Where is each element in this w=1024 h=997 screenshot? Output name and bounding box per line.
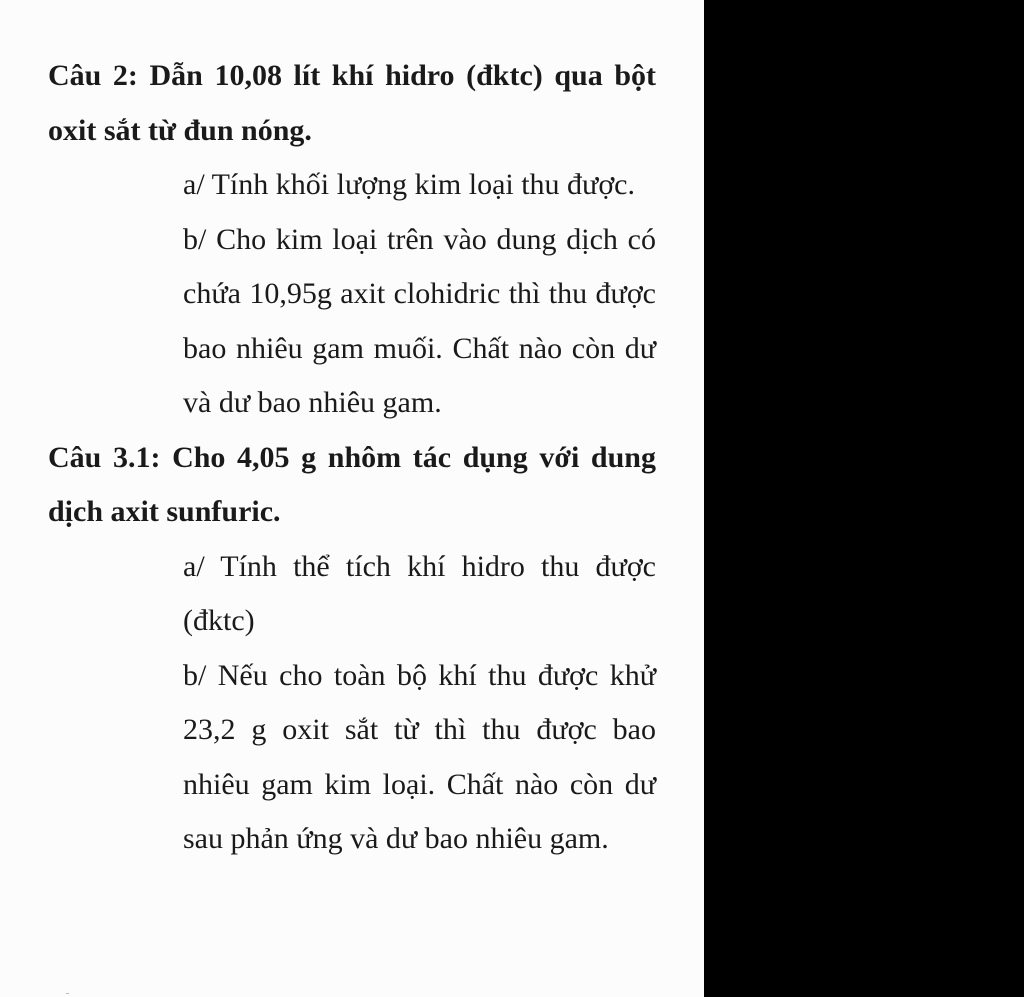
- question-2-part-b: b/ Cho kim loại trên vào dung dịch có chứa 10,95g axit clohidric thì thu được bao nhiêu gam muối. Chất nào còn dư và dư bao nhiêu gam.: [183, 222, 656, 419]
- question-2-part-a: a/ Tính khối lượng kim loại thu được.: [183, 168, 635, 201]
- black-side-panel: [704, 0, 1024, 997]
- question-3-1-heading: Câu 3.1: Cho 4,05 g nhôm tác dụng với dung dịch axit sunfuric.: [48, 440, 656, 528]
- question-3-1-part-b: b/ Nếu cho toàn bộ khí thu được khử 23,2 g oxit sắt từ thì thu được bao nhiêu gam kim loại. Chất nào còn dư sau phản ứng và dư bao nhiêu gam.: [183, 658, 656, 855]
- document-content: [48, 49, 656, 867]
- question-2-heading: Câu 2: Dẫn 10,08 lít khí hidro (đktc) qua bột oxit sắt từ đun nóng.: [48, 59, 656, 147]
- scan-speck: [66, 993, 69, 994]
- question-3-1-part-a: a/ Tính thể tích khí hidro thu được (đktc): [183, 549, 656, 637]
